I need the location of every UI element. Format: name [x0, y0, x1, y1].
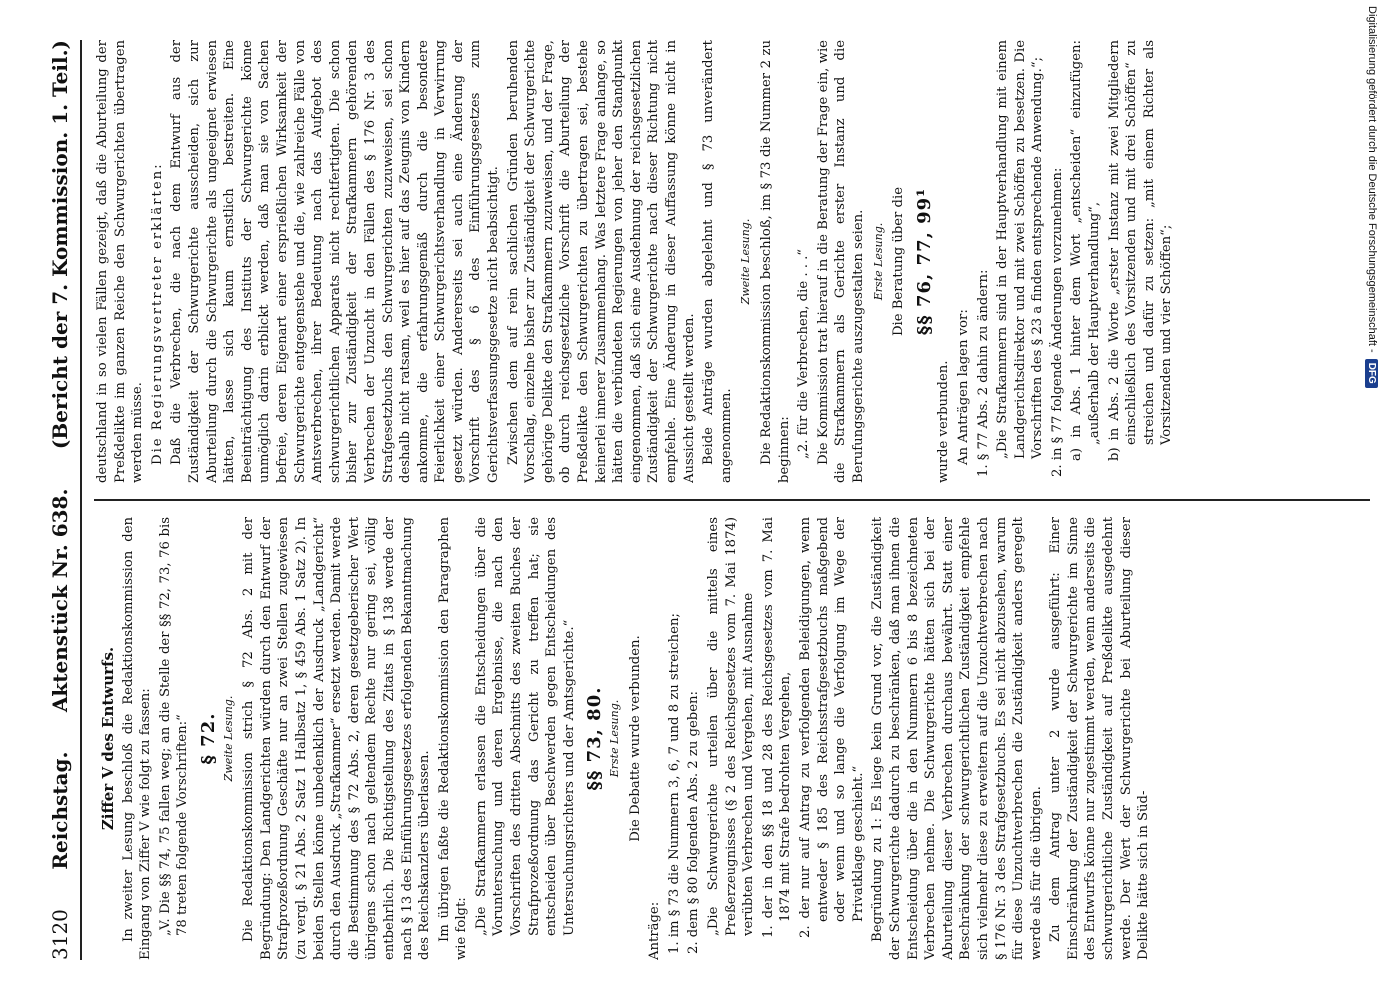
quote: „Die Schwurgerichte urteilen über die mittels eines Preßerzeugnisses (§ 2 des Reichsgesetzes vom 7. Mai 1874) verübten Verbrechen und Vergehen, mit Ausnahme [706, 517, 757, 936]
list-subitem: 1. der in den §§ 18 und 28 des Reichsgesetzes vom 7. Mai 1874 mit Strafe bedrohten Vergehen, [760, 517, 794, 938]
header-left-title: Reichstag. [48, 751, 72, 870]
reading-label: Erste Lesung. [608, 699, 622, 778]
paragraph: Beide Anträge wurden abgelehnt und § 73 unverändert angenommen. [701, 40, 734, 483]
paragraph: Die Regierungsvertreter erklärten: [149, 162, 165, 465]
section-heading: Ziffer V des Entwurfs. [99, 646, 117, 831]
antraege-label: Anträge: [647, 901, 663, 960]
paragraph: Im übrigen faßte die Redaktionskommission den Paragraphen wie folgt: [436, 517, 470, 960]
reading-label: Zweite Lesung. [221, 695, 235, 782]
quote: „2. für die Verbrechen, die . . .“ [796, 248, 812, 459]
paragraph: Die Redaktionskommission strich § 72 Abs. 2 mit der Begründung: Den Landgerichten würden durch den Entwurf der Strafprozeßordnung Geschäfte nur an zwei Stellen zugewiesen (zu vergl. § 21 Abs. 2 Satz 1 Halbsatz 1, § 459 Abs. 1 Satz 2). In beiden Stellen könne unbedenklich der Ausdruck „Landgericht“ durch den Ausdruck „Strafkammer“ ersetzt werden. Damit werde die Bestimmung des § 72 Abs. 2, deren gesetzgeberischer Wert übrigens schon nach geltendem Rechte nur gering sei, völlig entbehrlich. Die Richtigstellung des Zitats in § 138 werde der nach § 13 des Einführungsgesetzes erfolgenden Bekanntmachung des Reichskanzlers überlassen. [241, 517, 433, 960]
paragraph: Die Beratung über die [891, 186, 907, 337]
list-item: 1. im § 73 die Nummern 3, 6, 7 und 8 zu streichen; [666, 613, 682, 954]
quote: „Die Strafkammern erlassen die Entscheidungen über die Voruntersuchung und deren Ergebnisse, die nach den Vorschriften des dritten Abschnitts des zweiten Buches der Strafprozeßordnung das Gericht zu treffen hat; sie entscheiden über Beschwerden gegen Entscheidungen des Untersuchungsrichters und der Amtsgerichte.“ [473, 517, 577, 936]
list-item: 2. dem § 80 folgenden Abs. 2 zu geben: [686, 691, 702, 954]
list-subitem: 2. der nur auf Antrag zu verfolgenden Beleidigungen, wenn entweder § 185 des Reichsstrafgesetzbuchs maßgebend oder wenn und so lange die Verfolgung im Wege der Privatklage geschieht.“ [797, 517, 866, 938]
dfg-logo: DFG [1366, 359, 1379, 388]
section-title: §§ 76, 77, 99¹ [913, 187, 935, 336]
paragraph: Daß die Verbrechen, die nach dem Entwurf aus der Zuständigkeit der Schwurgerichte ausscheiden, sich zur Aburteilung durch die Schwurgerichte als ungeeignet erwiesen hätten, lasse sich kaum ernstlich bestreiten. Eine Beeinträchtigung des Instituts der Schwurgerichte könne unmöglich darin erblickt werden, daß man sie von Sachen befreie, deren Eigenart einer ersprießlichen Wirksamkeit der Schwurgerichte entgegenstehe und die, wie zahlreiche Fälle von Amtsverbrechen, ihrer Bedeutung nach das Aufgebot des schwurgerichtlichen Apparats nicht rechtfertigten. Die schon bisher zur Zuständigkeit der Strafkammern gehörenden Verbrechen der Unzucht in den Fällen des § 176 Nr. 3 des Strafgesetzbuchs den Schwurgerichten zuzuweisen, sei schon deshalb nicht ratsam, weil es hier auf das Zeugnis von Kindern ankomme, die erfahrungsgemäß durch die besondere Feierlichkeit einer Schwurgerichtsverhandlung in Verwirrung gesetzt würden. Andererseits sei auch eine Änderung der Vorschrift des § 6 des Einführungsgesetzes zum Gerichtsverfassungsgesetze nicht beabsichtigt. [169, 40, 502, 483]
list-item: 1. § 77 Abs. 2 dahin zu ändern: [975, 269, 991, 477]
header-right-title: (Bericht der 7. Kommission. 1. Teil.) [48, 40, 72, 450]
credit-text: Digitalisierung gefördert durch die Deutsche Forschungsgemeinschaft - [1366, 6, 1378, 353]
right-column [94, 40, 1370, 483]
reading-label: Erste Lesung. [871, 222, 885, 301]
reading-label: Zweite Lesung. [739, 218, 753, 305]
paragraph: Zwischen dem auf rein sachlichen Gründen beruhenden Vorschlag, einzelne bisher zur Zuständigkeit der Schwurgerichte gehörige Delikte den Strafkammern zuzuweisen, und der Frage, ob durch reichsgesetzliche Vorschrift die Aburteilung der Preßdelikte den Schwurgerichten zu übertragen sei, bestehe keinerlei innerer Zusammenhang. Was letztere Frage anlange, so hätten die verbündeten Regierungen von jeher den Standpunkt eingenommen, daß sich eine Ausdehnung der reichsgesetzlichen Zuständigkeit der Schwurgerichte nach dieser Richtung nicht empfehle. Eine Änderung in dieser Auffassung könne nicht in Aussicht gestellt werden. [505, 40, 697, 483]
paragraph: Die Debatte wurde verbunden. [627, 635, 643, 842]
paragraph: Die Redaktionskommission beschloß, im § 73 die Nummer 2 zu beginnen: [758, 40, 792, 483]
list-subitem: a) in Abs. 1 hinter dem Wort „entscheiden“ einzufügen: „außerhalb der Hauptverhandlung“, [1069, 40, 1103, 461]
list-subitem: b) in Abs. 2 die Worte „erster Instanz mit zwei Mitgliedern einschließlich des Vorsitzenden und mit drei Schöffen“ zu streichen und dafür zu setzen: „mit einem Richter als Vorsitzenden und vier Schöffen“; [1106, 40, 1175, 461]
document-page [40, 20, 1380, 980]
digitization-credit [1363, 6, 1381, 996]
paragraph: An Anträgen lagen vor: [955, 309, 971, 465]
paragraph: In zweiter Lesung beschloß die Redaktionskommission den Eingang von Ziffer V wie folgt zu fassen: [120, 517, 154, 960]
column-divider [94, 499, 1370, 501]
paragraph: Zu dem Antrag unter 2 wurde ausgeführt: Einer Einschränkung der Zuständigkeit der Schwurgerichte im Sinne des Entwurfs könne nur zugestimmt werden, wenn anderseits die schwurgerichtliche Zuständigkeit auf Preßdelikte ausgedehnt werde. Der Wert der Schwurgerichte bei Aburteilung dieser Delikte hätte sich in Süd- [1048, 517, 1152, 960]
text-columns [94, 40, 1370, 960]
header-center-title: Aktenstück Nr. 638. [48, 488, 72, 713]
quote: „V. Die §§ 74, 75 fallen weg; an die Stelle der §§ 72, 73, 76 bis 78 treten folgende Vorschriften:“ [157, 517, 191, 936]
section-title: §§ 73, 80. [584, 686, 606, 791]
paragraph: Begründung zu 1: Es liege kein Grund vor, die Zuständigkeit der Schwurgerichte dadurch zu beschränken, daß man ihnen die Entscheidung über die in den Nummern 6 bis 8 bezeichneten Verbrechen nehme. Die Schwurgerichte hätten sich bei der Aburteilung dieser Verbrechen durchaus bewährt. Statt einer Beschränkung der schwurgerichtlichen Zuständigkeit empfehle sich vielmehr diese zu erweitern auf die Unzuchtverbrechen nach § 176 Nr. 3 des Strafgesetzbuchs. Es sei nicht abzusehen, warum für diese Unzuchtverbrechen die Zuständigkeit anders geregelt werde als für die übrigen. [870, 517, 1044, 960]
quote: „Die Strafkammern sind in der Hauptverhandlung mit einem Landgerichtsdirektor und mit zwei Schöffen zu besetzen. Die Vorschriften des § 23 a finden entsprechende Anwendung.“; [995, 40, 1046, 459]
paragraph: wurde verbunden. [936, 360, 952, 483]
paragraph: Die Kommission trat hierauf in die Beratung der Frage ein, wie die Strafkammern als Gerichte erster Instanz und die Berufungsgerichte auszugestalten seien. [815, 40, 866, 483]
page-number: 3120 [48, 909, 72, 960]
paragraph: deutschland in so vielen Fällen gezeigt, daß die Aburteilung der Preßdelikte im ganzen Reiche den Schwurgerichten übertragen werden müsse. [95, 40, 146, 483]
left-column [94, 517, 1370, 960]
page-header [40, 40, 82, 960]
list-item: 2. in § 77 folgende Änderungen vorzunehmen: [1049, 167, 1065, 477]
section-title: § 72. [197, 712, 219, 765]
